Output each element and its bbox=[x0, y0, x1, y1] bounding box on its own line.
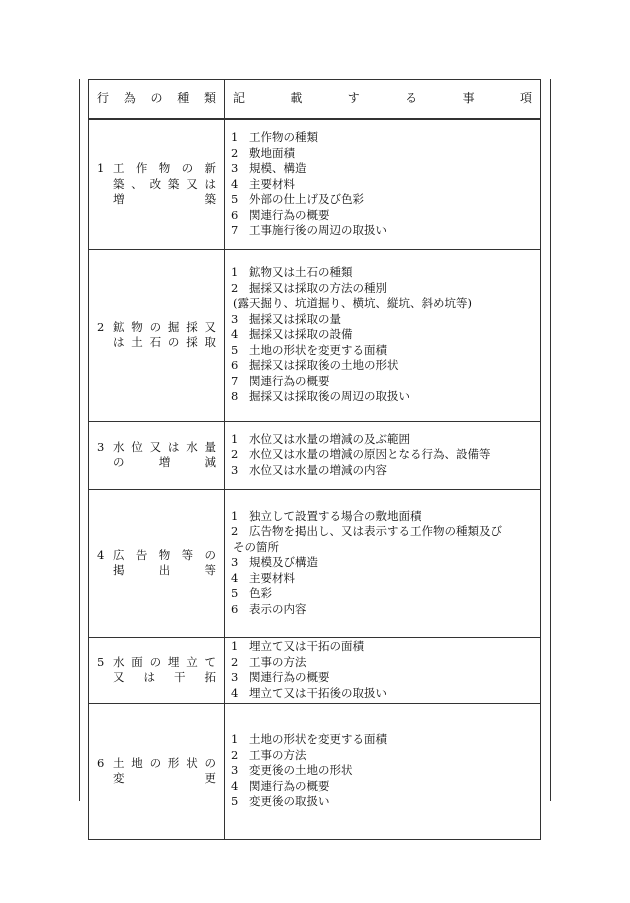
header-char: す bbox=[347, 91, 360, 106]
act-number: 5 bbox=[97, 654, 105, 669]
item-text: 関連行為の概要 bbox=[249, 670, 330, 684]
act-number: 4 bbox=[97, 547, 105, 562]
entries-cell bbox=[225, 703, 541, 839]
item-number: 5 bbox=[231, 192, 239, 206]
item-text: 工事の方法 bbox=[249, 747, 307, 762]
item-number: 2 bbox=[231, 654, 239, 669]
act-char: 改 bbox=[149, 176, 162, 191]
item-number: 5 bbox=[231, 342, 239, 357]
act-char: 物 bbox=[158, 161, 171, 175]
act-char: 水 bbox=[113, 439, 125, 454]
entries-cell bbox=[225, 637, 541, 703]
header-char: 記 bbox=[233, 91, 246, 106]
item-number: 3 bbox=[231, 763, 239, 778]
item-number: 4 bbox=[231, 570, 239, 585]
act-char: の bbox=[181, 161, 194, 175]
act-char: の bbox=[167, 335, 180, 349]
act-char: の bbox=[149, 755, 162, 770]
act-number: 3 bbox=[97, 439, 105, 454]
act-char: 更 bbox=[204, 771, 216, 785]
header-char: 種 bbox=[177, 91, 190, 106]
act-char: 工 bbox=[113, 161, 125, 175]
act-char: の bbox=[149, 654, 162, 669]
item-text: 掘採又は採取の量 bbox=[249, 311, 341, 326]
act-char: 採 bbox=[186, 335, 198, 349]
act-char: 、 bbox=[131, 176, 143, 191]
act-char: 掲 bbox=[113, 563, 125, 577]
list-item bbox=[231, 223, 534, 239]
item-text: 変更後の土地の形状 bbox=[249, 763, 353, 778]
list-item bbox=[231, 265, 534, 281]
list-item bbox=[231, 389, 534, 405]
act-char: 物 bbox=[131, 319, 143, 334]
item-text: 土地の形状を変更する面積 bbox=[249, 342, 387, 357]
item-text: 工作物の種類 bbox=[249, 130, 318, 144]
act-type bbox=[89, 440, 224, 471]
list-item bbox=[231, 655, 534, 671]
table-header-row bbox=[89, 80, 541, 120]
item-number: 3 bbox=[231, 670, 239, 684]
act-char: 変 bbox=[113, 771, 125, 785]
act-char: の bbox=[204, 547, 216, 562]
entries-cell bbox=[225, 249, 541, 421]
act-name-line bbox=[113, 771, 216, 787]
list-item bbox=[231, 374, 534, 390]
act-type bbox=[89, 548, 224, 579]
item-number: 2 bbox=[231, 747, 239, 762]
act-name-line bbox=[113, 335, 216, 351]
item-number: 6 bbox=[231, 358, 239, 373]
item-text: 変更後の取扱い bbox=[249, 794, 330, 809]
list-item bbox=[231, 686, 534, 702]
item-number: 4 bbox=[231, 685, 239, 700]
header-char: の bbox=[150, 91, 163, 106]
act-char: 面 bbox=[131, 654, 143, 669]
item-text: 土地の形状を変更する面積 bbox=[249, 732, 387, 747]
item-text: 規模、構造 bbox=[249, 161, 307, 175]
act-char: 掘 bbox=[167, 319, 180, 334]
header-char: 載 bbox=[290, 91, 303, 106]
item-number: 2 bbox=[231, 447, 239, 462]
act-char: 位 bbox=[131, 439, 143, 454]
act-name-line bbox=[113, 320, 216, 336]
item-text: 表示の内容 bbox=[249, 601, 307, 616]
act-name-line bbox=[113, 177, 216, 193]
item-text: 掘採又は採取の設備 bbox=[249, 327, 353, 342]
entries-list bbox=[225, 509, 540, 618]
act-name bbox=[113, 161, 216, 208]
act-char: て bbox=[204, 654, 216, 669]
table-row bbox=[89, 489, 541, 637]
list-item bbox=[231, 524, 534, 540]
item-number: 1 bbox=[231, 130, 239, 144]
act-char: 鉱 bbox=[113, 319, 125, 334]
act-type-cell bbox=[89, 703, 225, 839]
header-char: 項 bbox=[519, 91, 532, 106]
act-char: 築 bbox=[167, 176, 180, 191]
list-item bbox=[231, 763, 534, 779]
entries-list bbox=[225, 130, 540, 239]
item-number: 1 bbox=[231, 431, 239, 446]
act-number: 6 bbox=[97, 755, 105, 770]
item-text: 埋立て又は干拓後の取扱い bbox=[249, 685, 387, 700]
item-text: 工事の方法 bbox=[249, 654, 307, 669]
act-name-line bbox=[113, 756, 216, 772]
act-char: 物 bbox=[158, 547, 171, 562]
item-text: 規模及び構造 bbox=[249, 555, 318, 570]
act-char: は bbox=[113, 335, 125, 349]
act-char: 出 bbox=[158, 563, 171, 577]
item-number: 3 bbox=[231, 161, 239, 175]
list-item bbox=[231, 208, 534, 224]
item-text: 独立して設置する場合の敷地面積 bbox=[249, 508, 422, 523]
act-char: の bbox=[149, 319, 162, 334]
act-char: 水 bbox=[186, 439, 198, 454]
list-item bbox=[231, 343, 534, 359]
act-char: 干 bbox=[174, 670, 186, 684]
item-text: 鉱物又は土石の種類 bbox=[249, 265, 353, 280]
act-char: 作 bbox=[135, 161, 148, 175]
act-char: 広 bbox=[113, 547, 125, 562]
item-number: 3 bbox=[231, 555, 239, 570]
act-char: 土 bbox=[113, 755, 125, 770]
act-type-cell bbox=[89, 249, 225, 421]
item-number: 1 bbox=[231, 732, 239, 747]
item-text: その箇所 bbox=[233, 539, 279, 554]
list-item bbox=[231, 571, 534, 587]
act-char: 増 bbox=[158, 455, 171, 469]
act-char: 拓 bbox=[204, 670, 216, 684]
header-char: 為 bbox=[123, 91, 136, 106]
act-name-line bbox=[113, 192, 216, 208]
act-name bbox=[113, 440, 216, 471]
item-number: 5 bbox=[231, 794, 239, 809]
list-item bbox=[231, 281, 534, 297]
list-item bbox=[231, 447, 534, 463]
entries-cell bbox=[225, 421, 541, 489]
act-char: 状 bbox=[186, 755, 198, 770]
item-text: 敷地面積 bbox=[249, 145, 295, 160]
item-text: 埋立て又は干拓の面積 bbox=[249, 639, 364, 653]
list-item bbox=[231, 540, 534, 556]
table-row bbox=[89, 421, 541, 489]
list-item bbox=[231, 192, 534, 208]
list-item bbox=[231, 432, 534, 448]
item-text: 関連行為の概要 bbox=[249, 778, 330, 793]
act-char: 築 bbox=[113, 176, 125, 191]
act-name bbox=[113, 548, 216, 579]
act-type bbox=[89, 655, 224, 686]
page-rule-right bbox=[550, 79, 551, 801]
header-char: 類 bbox=[203, 91, 216, 106]
act-char: 新 bbox=[204, 161, 216, 175]
act-char: 水 bbox=[113, 654, 125, 669]
act-char: は bbox=[143, 670, 155, 684]
item-text: 水位又は水量の増減の内容 bbox=[249, 462, 387, 477]
act-name bbox=[113, 756, 216, 787]
act-char: 又 bbox=[186, 176, 198, 191]
list-item bbox=[231, 555, 534, 571]
list-item bbox=[231, 130, 534, 146]
list-item bbox=[231, 779, 534, 795]
item-number: 2 bbox=[231, 280, 239, 295]
item-number: 6 bbox=[231, 207, 239, 222]
list-item bbox=[231, 177, 534, 193]
act-char: 等 bbox=[181, 547, 194, 562]
item-number: 1 bbox=[231, 265, 239, 280]
item-number: 2 bbox=[231, 145, 239, 160]
act-name-line bbox=[113, 161, 216, 177]
item-text: 関連行為の概要 bbox=[249, 207, 330, 222]
act-char: 埋 bbox=[167, 654, 180, 669]
list-item bbox=[231, 794, 534, 810]
header-char: 事 bbox=[462, 91, 475, 106]
act-name-line bbox=[113, 455, 216, 471]
act-char: 築 bbox=[204, 192, 216, 206]
list-item bbox=[231, 296, 534, 312]
act-name-line bbox=[113, 548, 216, 564]
header-char: る bbox=[405, 91, 418, 106]
item-number: 8 bbox=[231, 389, 239, 404]
act-type bbox=[89, 756, 224, 787]
act-number: 1 bbox=[97, 161, 105, 175]
list-item bbox=[231, 509, 534, 525]
act-name-line bbox=[113, 670, 216, 686]
act-name-line bbox=[113, 563, 216, 579]
items-table bbox=[88, 79, 541, 840]
table-row bbox=[89, 119, 541, 249]
act-char: 形 bbox=[167, 755, 180, 770]
table-row bbox=[89, 249, 541, 421]
list-item bbox=[231, 463, 534, 479]
act-char: 土 bbox=[131, 335, 143, 349]
list-item bbox=[231, 161, 534, 177]
act-name-line bbox=[113, 655, 216, 671]
header-act-type bbox=[89, 80, 225, 120]
act-char: 又 bbox=[113, 670, 125, 684]
list-item bbox=[231, 639, 534, 655]
act-char: 石 bbox=[149, 335, 162, 349]
item-text: 色彩 bbox=[249, 586, 272, 601]
item-number: 5 bbox=[231, 586, 239, 601]
item-text: 主要材料 bbox=[249, 570, 295, 585]
act-char: は bbox=[204, 176, 216, 191]
item-text: 水位又は水量の増減の原因となる行為、設備等 bbox=[249, 447, 491, 462]
list-item bbox=[231, 146, 534, 162]
act-char: 又 bbox=[149, 439, 162, 454]
act-char: 地 bbox=[131, 755, 143, 770]
item-text: 外部の仕上げ及び色彩 bbox=[249, 192, 364, 206]
list-item bbox=[231, 312, 534, 328]
act-char: 又 bbox=[204, 319, 216, 334]
act-char: の bbox=[204, 755, 216, 770]
item-number: 2 bbox=[231, 524, 239, 539]
page-rule-left bbox=[79, 79, 80, 801]
item-number: 6 bbox=[231, 601, 239, 616]
act-type bbox=[89, 161, 224, 208]
entries-list bbox=[225, 732, 540, 810]
list-item bbox=[231, 358, 534, 374]
item-number: 7 bbox=[231, 373, 239, 388]
list-item bbox=[231, 670, 534, 686]
list-item bbox=[231, 748, 534, 764]
item-text: 主要材料 bbox=[249, 176, 295, 191]
item-text: 工事施行後の周辺の取扱い bbox=[249, 223, 387, 237]
list-item bbox=[231, 327, 534, 343]
list-item bbox=[231, 586, 534, 602]
item-number: 4 bbox=[231, 327, 239, 342]
act-type-cell bbox=[89, 119, 225, 249]
act-name bbox=[113, 655, 216, 686]
act-char: 採 bbox=[186, 319, 198, 334]
item-text: 掘採又は採取後の周辺の取扱い bbox=[249, 389, 410, 404]
header-char: 行 bbox=[97, 91, 110, 106]
act-char: 取 bbox=[204, 335, 216, 349]
entries-cell bbox=[225, 489, 541, 637]
act-char: 量 bbox=[204, 439, 216, 454]
item-number: 7 bbox=[231, 223, 239, 237]
item-number: 4 bbox=[231, 176, 239, 191]
item-text: 掘採又は採取の方法の種別 bbox=[249, 280, 387, 295]
item-number: 1 bbox=[231, 508, 239, 523]
entries-list bbox=[225, 265, 540, 405]
act-name-line bbox=[113, 440, 216, 456]
table-row bbox=[89, 703, 541, 839]
act-char: 増 bbox=[113, 192, 125, 206]
act-char: 等 bbox=[204, 563, 216, 577]
act-type-cell bbox=[89, 637, 225, 703]
entries-list bbox=[225, 432, 540, 479]
entries-cell bbox=[225, 119, 541, 249]
list-item bbox=[231, 732, 534, 748]
act-char: 告 bbox=[135, 547, 148, 562]
list-item bbox=[231, 602, 534, 618]
item-text: (露天掘り、坑道掘り、横坑、縦坑、斜め坑等) bbox=[233, 296, 472, 311]
item-number: 4 bbox=[231, 778, 239, 793]
act-type-cell bbox=[89, 489, 225, 637]
item-text: 掘採又は採取後の土地の形状 bbox=[249, 358, 399, 373]
item-text: 広告物を掲出し、又は表示する工作物の種類及び bbox=[249, 524, 502, 539]
header-entries bbox=[225, 80, 541, 120]
table-row bbox=[89, 637, 541, 703]
item-number: 1 bbox=[231, 639, 239, 653]
act-char: 立 bbox=[186, 654, 198, 669]
item-number: 3 bbox=[231, 311, 239, 326]
act-number: 2 bbox=[97, 319, 105, 334]
item-text: 水位又は水量の増減の及ぶ範囲 bbox=[249, 431, 410, 446]
act-name bbox=[113, 320, 216, 351]
act-type bbox=[89, 320, 224, 351]
act-char: の bbox=[113, 455, 125, 469]
entries-list bbox=[225, 639, 540, 701]
item-text: 関連行為の概要 bbox=[249, 373, 330, 388]
act-type-cell bbox=[89, 421, 225, 489]
act-char: 減 bbox=[204, 455, 216, 469]
act-char: は bbox=[167, 439, 180, 454]
item-number: 3 bbox=[231, 462, 239, 477]
